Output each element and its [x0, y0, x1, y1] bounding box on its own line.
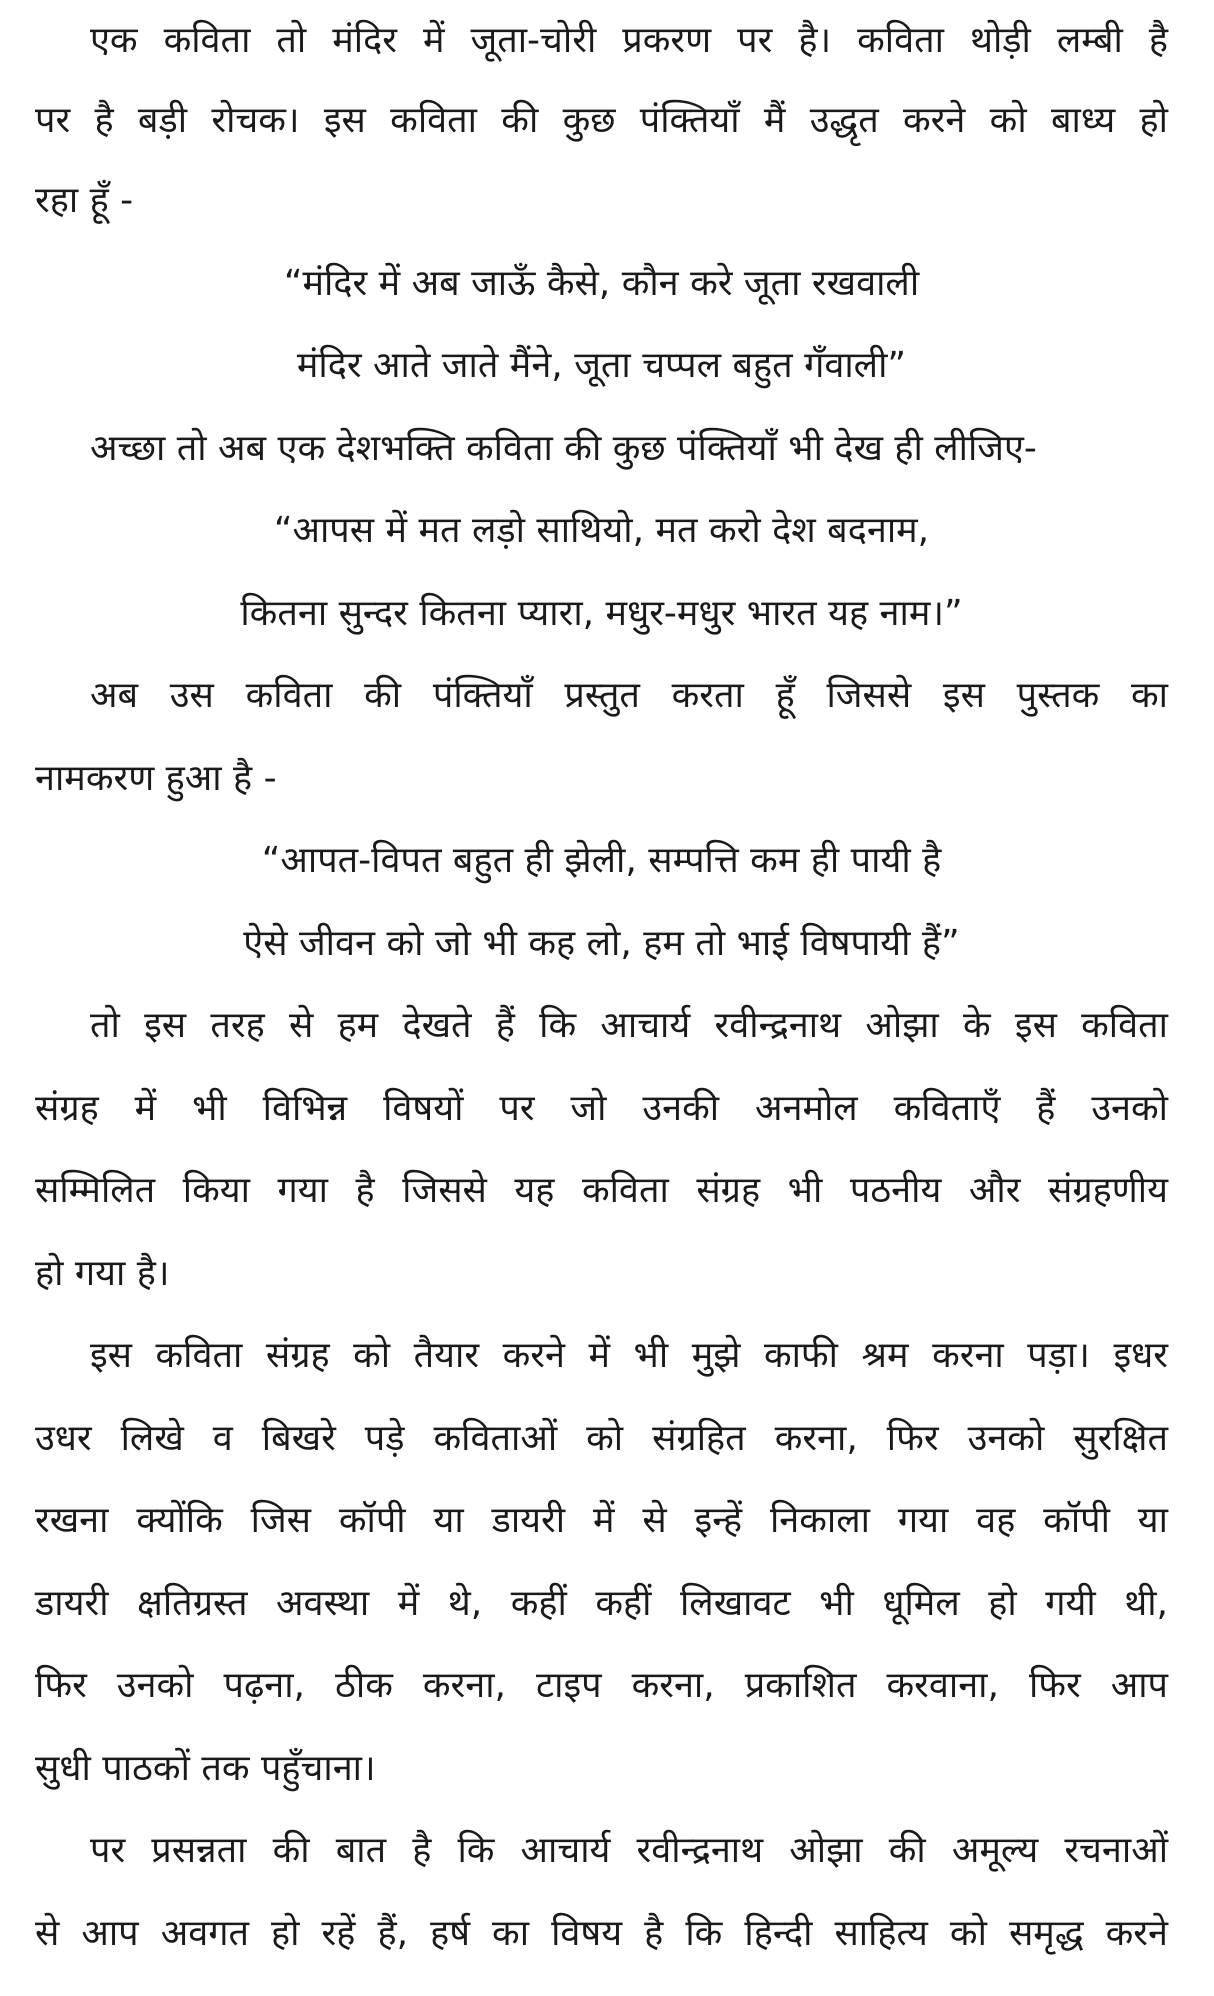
text-line: रहा हूँ -	[35, 180, 134, 221]
text-line: सुधी पाठकों तक पहुँचाना।	[35, 1748, 376, 1789]
text-line: अच्छा तो अब एक देशभक्ति कविता की कुछ पंक्तियाँ भी देख ही लीजिए-	[90, 428, 1037, 469]
text-line: एक कविता तो मंदिर में जूता-चोरी प्रकरण पर है। कविता थोड़ी लम्बी है	[90, 20, 1168, 61]
text-line: इस कविता संग्रह को तैयार करने में भी मुझे काफी श्रम करना पड़ा। इधर	[90, 1335, 1168, 1376]
text-line: उधर लिखे व बिखरे पड़े कविताओं को संग्रहित करना, फिर उनको सुरक्षित	[35, 1418, 1168, 1459]
text-line: डायरी क्षतिग्रस्त अवस्था में थे, कहीं कहीं लिखावट भी धूमिल हो गयी थी,	[35, 1583, 1168, 1624]
quote-line: “आपस में मत लड़ो साथियो, मत करो देश बदनाम,	[273, 510, 930, 551]
text-line: रखना क्योंकि जिस कॉपी या डायरी में से इन्हें निकाला गया वह कॉपी या	[35, 1500, 1168, 1541]
text-line: पर है बड़ी रोचक। इस कविता की कुछ पंक्तियाँ मैं उद्धृत करने को बाध्य हो	[35, 100, 1168, 141]
quote-line: ऐसे जीवन को जो भी कह लो, हम तो भाई विषपायी हैं”	[243, 923, 960, 964]
quote-line: कितना सुन्दर कितना प्यारा, मधुर-मधुर भारत यह नाम।”	[240, 593, 963, 634]
text-line: संग्रह में भी विभिन्न विषयों पर जो उनकी अनमोल कविताएँ हैं उनको	[35, 1088, 1168, 1129]
text-line: से आप अवगत हो रहें हैं, हर्ष का विषय है कि हिन्दी साहित्य को समृद्ध करने	[35, 1913, 1168, 1954]
quote-line: मंदिर आते जाते मैंने, जूता चप्पल बहुत गँवाली”	[296, 345, 907, 386]
text-line: पर प्रसन्नता की बात है कि आचार्य रवीन्द्रनाथ ओझा की अमूल्य रचनाओं	[90, 1830, 1168, 1871]
text-line: हो गया है।	[35, 1253, 170, 1294]
text-line: अब उस कविता की पंक्तियाँ प्रस्तुत करता हूँ जिससे इस पुस्तक का	[90, 675, 1168, 716]
text-line: फिर उनको पढ़ना, ठीक करना, टाइप करना, प्रकाशित करवाना, फिर आप	[35, 1665, 1168, 1706]
text-line: नामकरण हुआ है -	[35, 758, 277, 799]
text-line: सम्मिलित किया गया है जिससे यह कविता संग्रह भी पठनीय और संग्रहणीय	[35, 1170, 1168, 1211]
text-line: तो इस तरह से हम देखते हैं कि आचार्य रवीन्द्रनाथ ओझा के इस कविता	[90, 1005, 1168, 1046]
quote-line: “आपत-विपत बहुत ही झेली, सम्पत्ति कम ही पायी है	[261, 840, 942, 881]
quote-line: “मंदिर में अब जाऊँ कैसे, कौन करे जूता रखवाली	[283, 263, 920, 304]
